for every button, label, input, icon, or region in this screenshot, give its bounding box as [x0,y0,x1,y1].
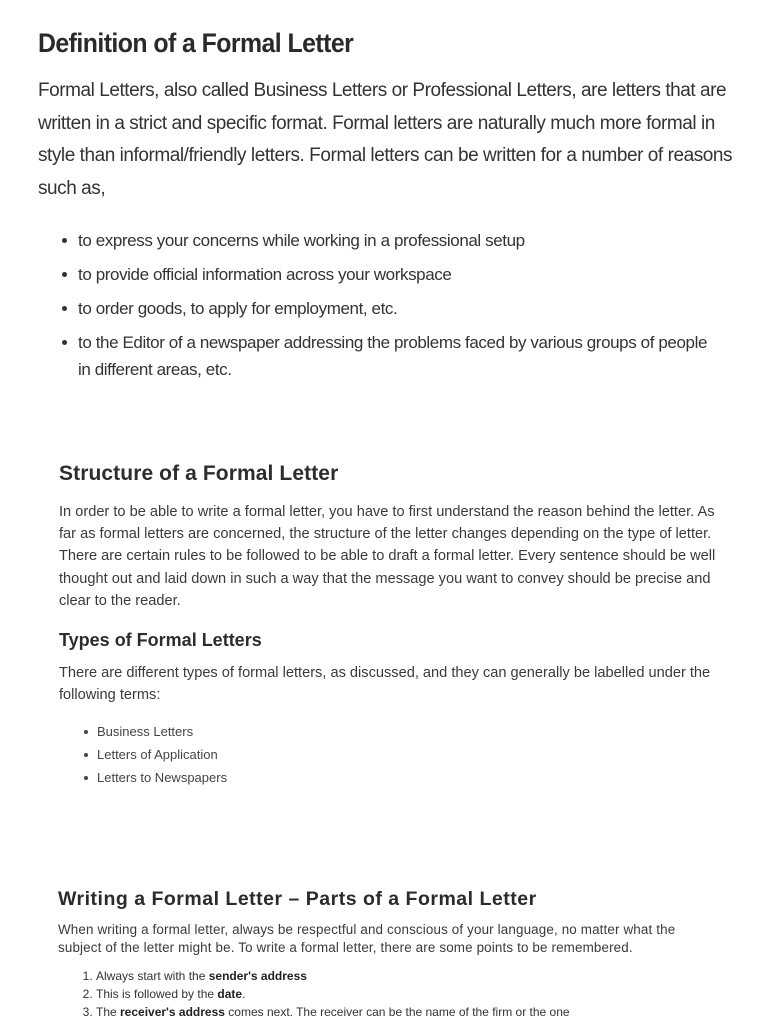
writing-paragraph: When writing a formal letter, always be respectful and conscious of your language, no matter what the subject of the letter might be. To write a formal letter, there are some points to be remembered. [58,922,676,955]
structure-paragraph: In order to be able to write a formal letter, you have to first understand the reason behind the letter. As far as formal letters are concerned, the structure of the letter changes depending on the type of letter. There are certain rules to be followed to be able to draft a formal letter. Every sentence should be well thought out and laid down in such a way that the message you want to convey should be precise and clear to the reader. [59,504,716,609]
section-heading: Structure of a Formal Letter [59,462,339,485]
bullet-icon [62,272,67,277]
bullet-icon [84,776,88,780]
types-list [59,720,719,789]
steps-list [58,967,718,1021]
list-item: to provide official information across your workspace [78,261,718,288]
bullet-icon [62,238,67,243]
structure-section [59,462,719,789]
list-item: 2. This is followed by the date. [96,985,718,1003]
bullet-icon [62,306,67,311]
page-title: Definition of a Formal Letter [38,28,354,58]
list-item: to express your concerns while working in a professional setup [78,227,718,254]
subsection-heading: Types of Formal Letters [59,630,262,651]
intro-paragraph: Formal Letters, also called Business Letters or Professional Letters, are letters that are written in a strict and specific format. Formal letters are naturally much more formal in style than informal/friendly letters. Formal letters can be written for a number of reasons such as, [38,80,733,199]
list-item: Letters of Application [97,743,719,766]
reasons-list [38,227,730,383]
list-item: Letters to Newspapers [97,766,719,789]
section-heading: Writing a Formal Letter – Parts of a Formal Letter [58,888,537,910]
bullet-icon [84,730,88,734]
bullet-icon [62,340,67,345]
writing-section [58,888,718,1021]
list-item: to the Editor of a newspaper addressing the problems faced by various groups of people in different areas, etc. [78,329,718,383]
list-item: 3. The receiver's address comes next. The receiver can be the name of the firm or the one [96,1003,718,1021]
definition-section [38,28,733,390]
bullet-icon [84,753,88,757]
list-item: to order goods, to apply for employment, etc. [78,295,718,322]
types-intro-paragraph: There are different types of formal letters, as discussed, and they can generally be labelled under the following terms: [59,665,711,704]
list-item: 1. Always start with the sender's address [96,967,718,985]
list-item: Business Letters [97,720,719,743]
